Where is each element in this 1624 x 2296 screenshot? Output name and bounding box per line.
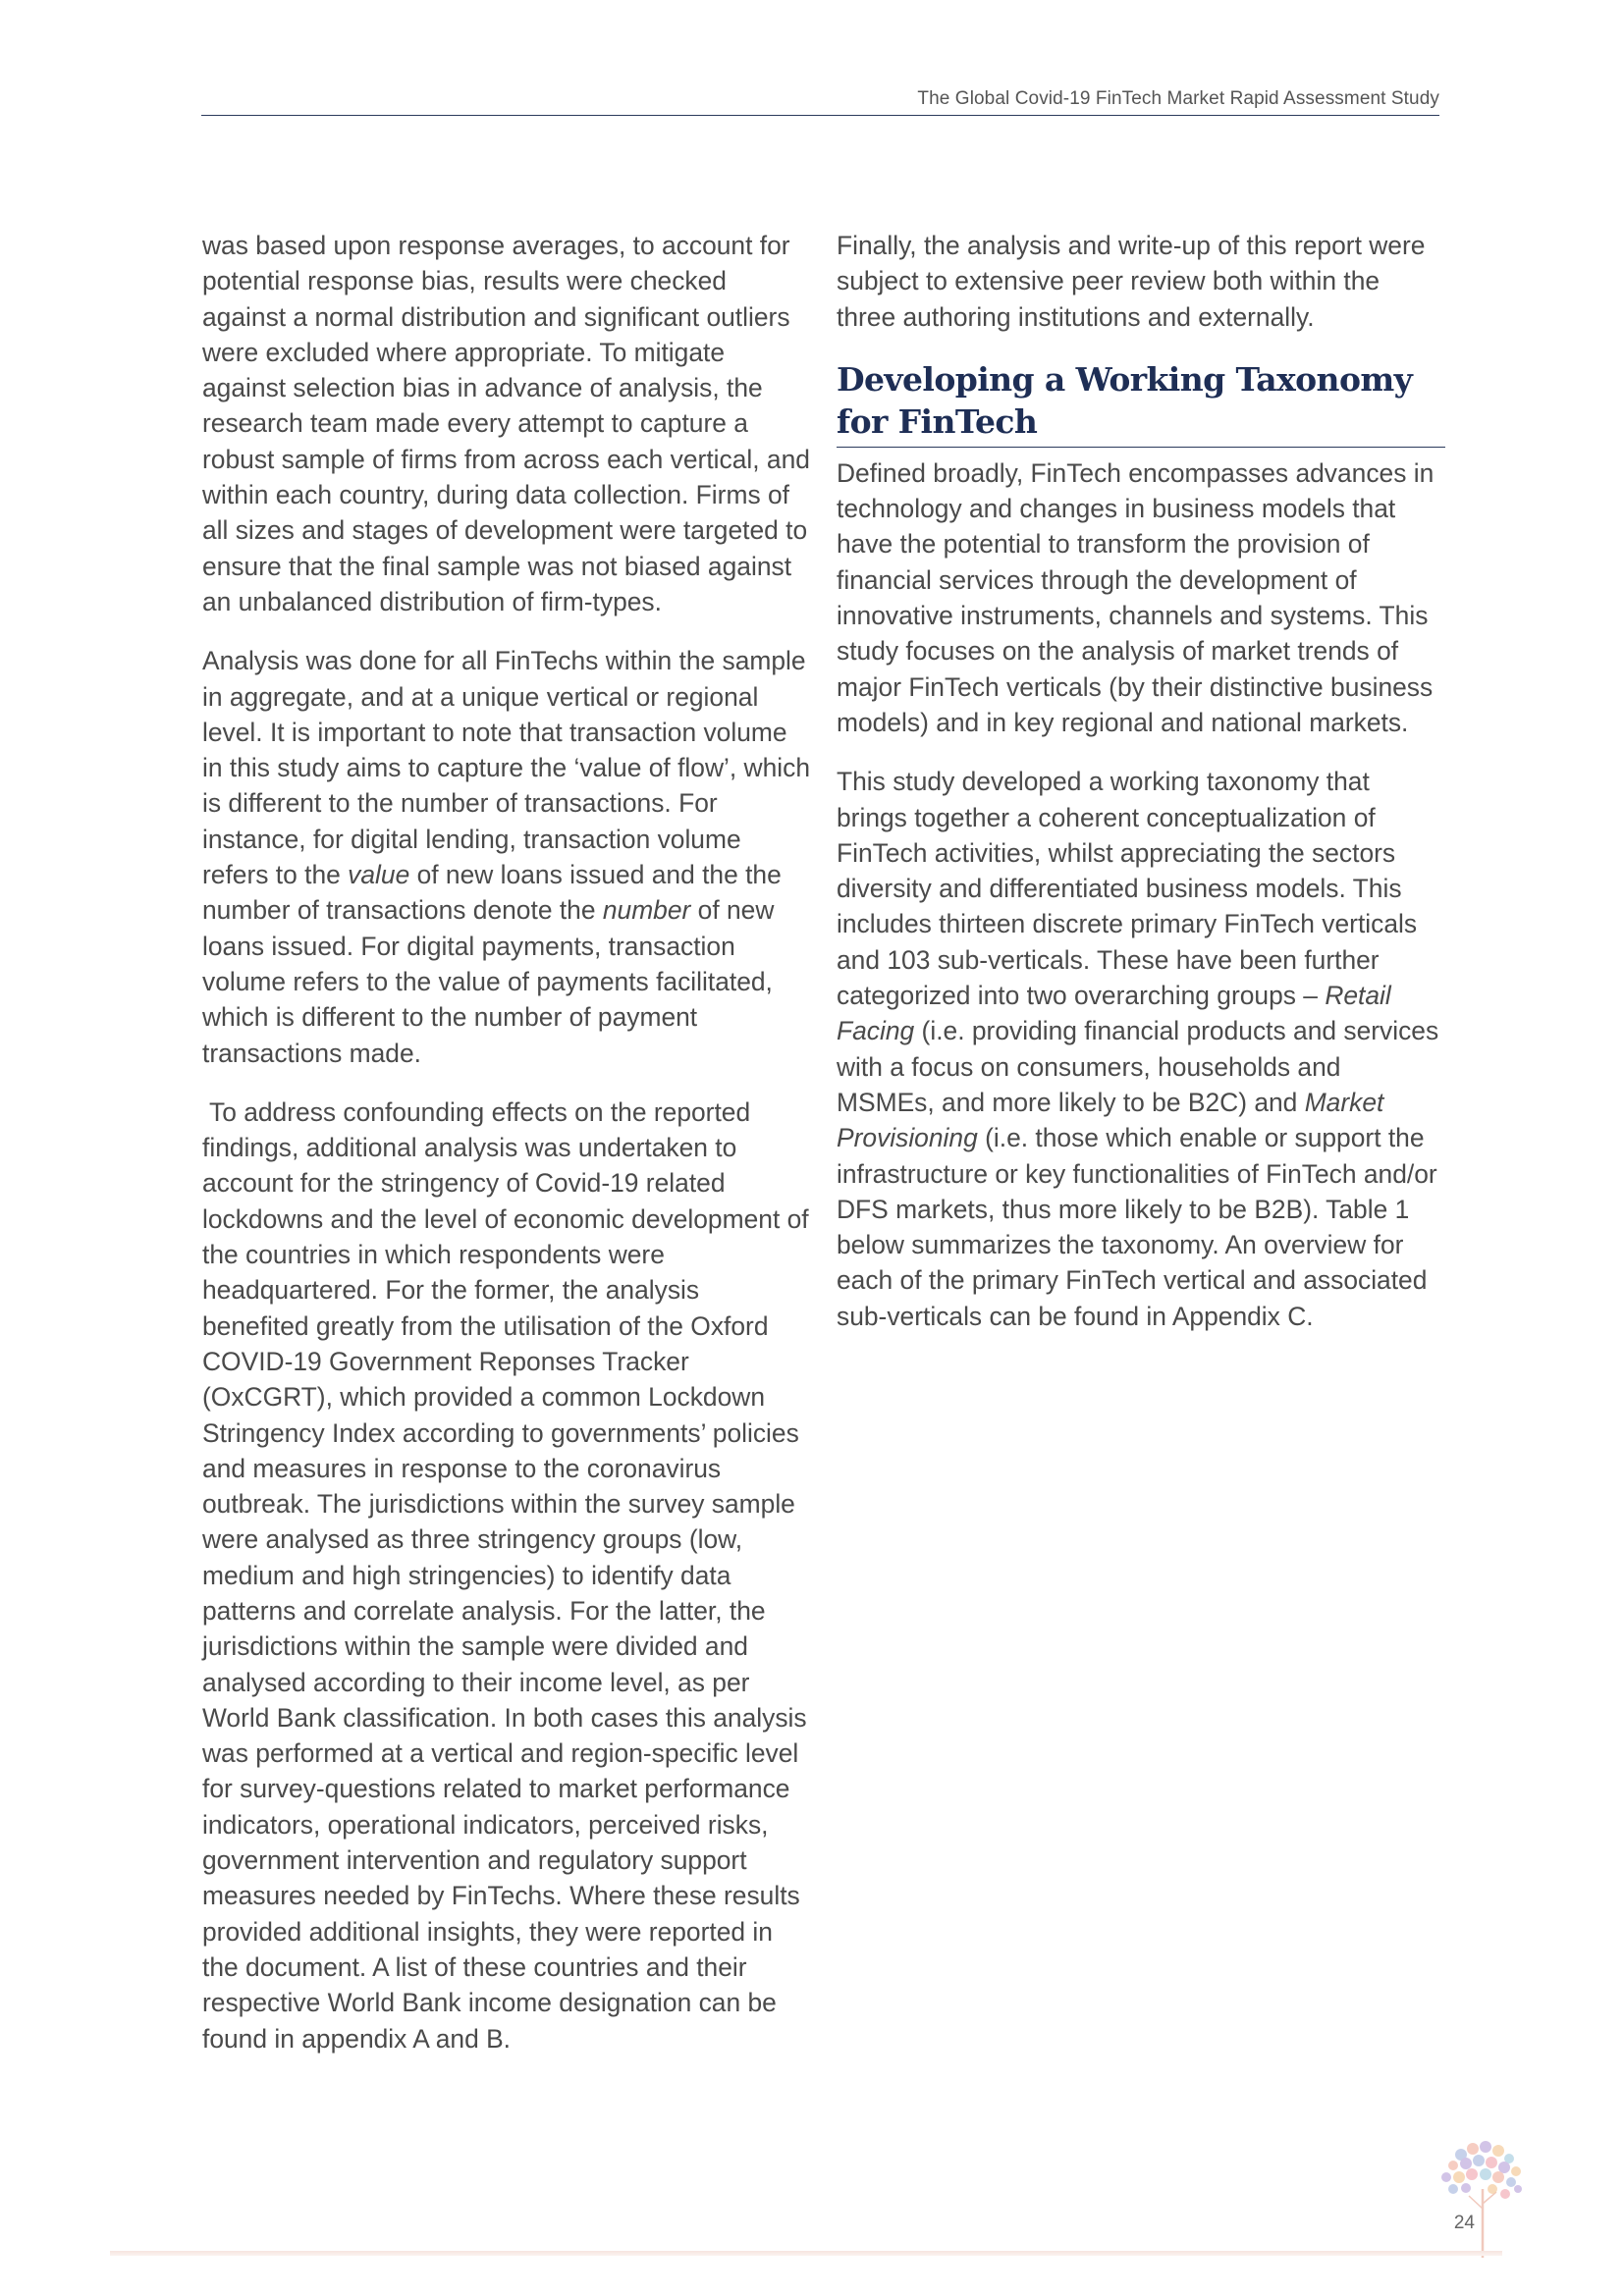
- page-number: 24: [1453, 2213, 1475, 2233]
- text-span: (i.e. providing financial products and services with a focus on consumers, households and MSMEs, and more likely to be B2C) and: [837, 1016, 1439, 1117]
- right-column: [837, 228, 1445, 1358]
- footer-divider: [110, 2251, 1502, 2256]
- paragraph-analysis: [202, 643, 811, 1071]
- paragraph-methodology: was based upon response averages, to account for potential response bias, results were checked against a normal distribution and significant outliers were excluded where appropriate. To mitigate against selection bias in advance of analysis, the research team made every attempt to capture a robust sample of firms from across each vertical, and within each country, during data collection. Firms of all sizes and stages of development were targeted to ensure that the final sample was not biased against an unbalanced distribution of firm-types.: [202, 231, 810, 616]
- header-divider: [201, 115, 1439, 116]
- tree-logo-icon: [1432, 2135, 1530, 2258]
- text-span: of new loans issued. For digital payments, transaction volume refers to the value of payments facilitated, which is different to the number of payment transactions made.: [202, 895, 775, 1068]
- emphasis-number: number: [602, 895, 691, 926]
- emphasis-value: value: [348, 860, 410, 890]
- section-heading: Developing a Working Taxonomy for FinTech: [837, 358, 1445, 448]
- running-header: The Global Covid-19 FinTech Market Rapid Assessment Study: [917, 88, 1439, 109]
- left-column: [202, 228, 811, 2080]
- text-span: (i.e. those which enable or support the infrastructure or key functionalities of FinTech and/or DFS markets, thus more likely to be B2B). Table 1 below summarizes the taxonomy. An overview for each of the primary FinTech vertical and associated sub-verticals can be found in Appendix C.: [837, 1123, 1437, 1331]
- text-span: This study developed a working taxonomy that brings together a coherent conceptualization of FinTech activities, whilst appreciating the sectors diversity and differentiated business models. This includes thirteen discrete primary FinTech verticals and 103 sub-verticals. These have been further categorized into two overarching groups –: [837, 767, 1418, 1011]
- text-span: of new loans issued and the the number of transactions denote the: [202, 860, 782, 926]
- paragraph-fintech-definition: Defined broadly, FinTech encompasses advances in technology and changes in business models that have the potential to transform the provision of financial services through the development of innovative instruments, channels and systems. This study focuses on the analysis of market trends of major FinTech verticals (by their distinctive business models) and in key regional and national markets.: [837, 457, 1435, 737]
- paragraph-peer-review: Finally, the analysis and write-up of this report were subject to extensive peer review both within the three authoring institutions and externally.: [837, 231, 1426, 332]
- paragraph-taxonomy: [837, 764, 1445, 1334]
- emphasis-market-provisioning: Market Provisioning: [837, 1087, 1384, 1153]
- emphasis-retail-facing: Retail Facing: [837, 981, 1391, 1046]
- paragraph-confounding-effects: To address confounding effects on the reported findings, additional analysis was undertaken to account for the stringency of Covid-19 related lockdowns and the level of economic development of the countries in which respondents were headquartered. For the former, the analysis benefited greatly from the utilisation of the Oxford COVID-19 Government Reponses Tracker (OxCGRT), which provided a common Lockdown Stringency Index according to governments’ policies and measures in response to the coronavirus outbreak. The jurisdictions within the survey sample were analysed as three stringency groups (low, medium and high stringencies) to identify data patterns and correlate analysis. For the latter, the jurisdictions within the sample were divided and analysed according to their income level, as per World Bank classification. In both cases this analysis was performed at a vertical and region-specific level for survey-questions related to market performance indicators, operational indicators, perceived risks, government intervention and regulatory support measures needed by FinTechs. Where these results provided additional insights, they were reported in the document. A list of these countries and their respective World Bank income designation can be found in appendix A and B.: [202, 1096, 809, 2054]
- text-span: Analysis was done for all FinTechs within the sample in aggregate, and at a unique vertical or regional level. It is important to note that transaction volume in this study aims to capture the ‘value of flow’, which is different to the number of transactions. For instance, for digital lending, transaction volume refers to the: [202, 646, 811, 890]
